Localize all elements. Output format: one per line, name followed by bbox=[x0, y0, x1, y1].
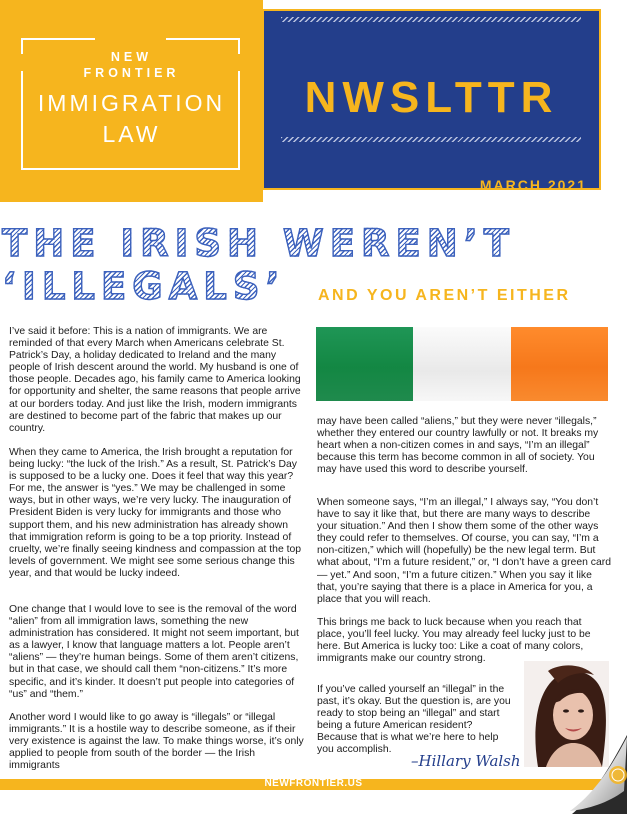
headline-line-2: ‘ILLEGALS’ bbox=[2, 265, 286, 308]
subheadline: AND YOU AREN’T EITHER bbox=[318, 287, 571, 304]
author-signature: –Hillary Walsh bbox=[411, 752, 521, 770]
article-paragraph: Another word I would like to go away is “illegals” or “illegal immigrants.” It is a hostile way to describe someone, as if their very existence is against the law. To make things worse, it’s only applied to people from south of the border — the Irish immigrants bbox=[9, 712, 304, 772]
masthead bbox=[262, 9, 601, 193]
logo-block bbox=[0, 0, 263, 202]
masthead-stripes-top bbox=[281, 17, 581, 22]
logo-frontier: FRONTIER bbox=[83, 66, 180, 80]
article-paragraph: may have been called “aliens,” but they were never “illegals,” whether they entered our country lawfully or not. It breaks my heart when a non-citizen comes in and says, “I’m an illegal” because this term has become common in all of society. You may have used this word to describe yourself. bbox=[317, 416, 599, 476]
page-curl-seal bbox=[558, 735, 627, 814]
logo-immigration: IMMIGRATION bbox=[37, 90, 226, 116]
logo-new: NEW bbox=[110, 50, 153, 64]
article-paragraph: I’ve said it before: This is a nation of immigrants. We are reminded of that every March when Americans celebrate St. Patrick’s Day, a holiday dedicated to Ireland and the many people of Irish descent around the world. My husband is one of those people. Decades ago, his family came to America looking for opportunity and shelter, the same reasons that people arrive at our borders today. And just like the Irish, modern immigrants are destined to become part of the fabric that makes up our country. bbox=[9, 326, 301, 434]
logo-law: LAW bbox=[102, 121, 161, 147]
irish-flag-image bbox=[316, 327, 608, 401]
footer-website-link[interactable]: NEWFRONTIER.US bbox=[264, 777, 363, 789]
article-paragraph: When someone says, “I’m an illegal,” I always say, “You don’t have to say it like that, but there are many ways to describe your situation.” And then I show them some of the other ways they could refer to themselves. Of course, you can say, “I’m a non-citizen,” which will (hopefully) be the new legal term. But what about, “I’m a future resident,” or, “I don’t have a green card — yet.” And soon, “I’m a future citizen.” When you say it like that, you’re saying that there is a place in America for you, a place that you will reach. bbox=[317, 497, 611, 605]
article-paragraph-closing: If you’ve called yourself an “illegal” in the past, it’s okay. But the question is, are you ready to stop being an “illegal” and start being a future American resident? Because that is what we’re here to help you accomplish. bbox=[317, 684, 511, 756]
article-paragraph: This brings me back to luck because when you reach that place, you’ll feel lucky. You may already feel lucky just to be here. But America is lucky too: Like a coat of many colors, immigrants make our country strong. bbox=[317, 617, 591, 665]
headline-line-1: THE IRISH WEREN’T bbox=[2, 222, 515, 265]
article-paragraph: When they came to America, the Irish brought a reputation for being lucky: “the luck of the Irish.” As a result, St. Patrick’s Day is supposed to be a lucky one. Does it feel that way this year? For me, the answer is “yes.” We may be challenged in some ways, but in other ways, we’re very lucky. The inauguration of President Biden is very lucky for immigrants and those who support them, and his new administration has already shown that immigration reform is going to be a top priority. Instead of cruelty, we’re finally seeing kindness and compassion at the top levels of government. We might see some serious change this year, and that would be lucky indeed. bbox=[9, 447, 302, 579]
article-paragraph: One change that I would love to see is the removal of the word “alien” from all immigration laws, something the new administration has considered. It might not seem important, but as a lawyer, I know that language matters a lot. People aren’t “aliens” — they’re human beings. Some of them aren’t citizens, but in that case, we should call them “non-citizens.” It’s more specific, and it’s kinder. It doesn’t put people into categories of “us” and “them.” bbox=[9, 604, 299, 700]
newsletter-title: NWSLTTR bbox=[304, 73, 559, 122]
issue-date: MARCH 2021 bbox=[479, 177, 587, 193]
masthead-stripes-bottom bbox=[281, 137, 581, 142]
